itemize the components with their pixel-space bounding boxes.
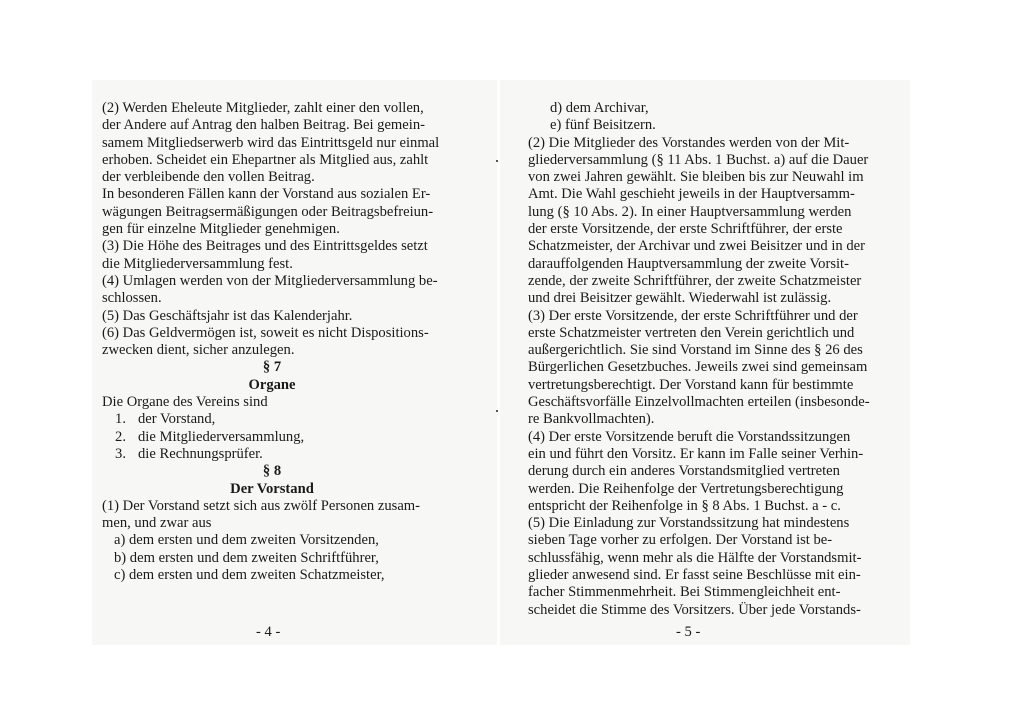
- text-line: erste Schatzmeister vertreten den Verein gerichtlich und: [528, 324, 855, 341]
- text-line: gliederversammlung (§ 11 Abs. 1 Buchst. a) auf die Dauer: [528, 151, 869, 168]
- list-item: c) dem ersten und dem zweiten Schatzmeister,: [114, 567, 385, 584]
- text-line: scheidet die Stimme des Vorsitzers. Über jede Vorstands-: [528, 601, 861, 618]
- text-line: (4) Umlagen werden von der Mitgliederversammlung be-: [102, 272, 438, 289]
- list-item: d) dem Archivar,: [550, 100, 649, 116]
- section-intro: Die Organe des Vereins sind: [102, 394, 268, 411]
- text-line: zende, der zweite Schriftführer, der zweite Schatzmeister: [528, 272, 862, 289]
- text-line: (2) Werden Eheleute Mitglieder, zahlt einer den vollen,: [102, 100, 424, 116]
- text-line: außergerichtlich. Sie sind Vorstand im Sinne des § 26 des: [528, 342, 863, 359]
- text-line: (3) Der erste Vorsitzende, der erste Schriftführer und der: [528, 307, 858, 324]
- text-line: schlossen.: [102, 290, 162, 307]
- text-line: von zwei Jahren gewählt. Sie bleiben bis zur Neuwahl im: [528, 169, 864, 186]
- text-line: (6) Das Geldvermögen ist, soweit es nicht Dispositions-: [102, 324, 429, 341]
- list-number: 3.: [115, 445, 126, 462]
- section-number: § 8: [262, 463, 282, 480]
- text-line: lung (§ 10 Abs. 2). In einer Hauptversammlung werden: [528, 203, 852, 220]
- page-number-left: - 4 -: [256, 624, 281, 640]
- list-text: der Vorstand,: [138, 411, 216, 428]
- organs-list: [102, 411, 442, 463]
- list-item: [102, 411, 442, 428]
- spine-mark: [496, 160, 498, 162]
- text-line: (5) Das Geschäftsjahr ist das Kalenderjahr.: [102, 307, 353, 324]
- list-number: 2.: [115, 428, 126, 445]
- text-line: schlussfähig, wenn mehr als die Hälfte der Vorstandsmit-: [528, 549, 862, 566]
- section-number: § 7: [262, 359, 282, 376]
- list-text: die Mitgliederversammlung,: [138, 428, 305, 445]
- text-line: wägungen Beitragsermäßigungen oder Beitragsbefreiun-: [102, 203, 434, 220]
- list-text: die Rechnungsprüfer.: [138, 445, 263, 462]
- list-item: b) dem ersten und dem zweiten Schriftführer,: [114, 549, 379, 566]
- text-line: facher Stimmenmehrheit. Bei Stimmengleichheit ent-: [528, 584, 841, 601]
- spine-mark: [496, 410, 498, 412]
- text-line: zwecken dient, sicher anzulegen.: [102, 342, 295, 359]
- text-line: Bürgerlichen Gesetzbuches. Jeweils zwei sind gemeinsam: [528, 359, 868, 376]
- text-line: (4) Der erste Vorsitzende beruft die Vorstandssitzungen: [528, 428, 851, 445]
- text-line: entspricht der Reihenfolge in § 8 Abs. 1 Buchst. a - c.: [528, 497, 841, 514]
- list-item: e) fünf Beisitzern.: [550, 117, 656, 134]
- text-line: erhoben. Scheidet ein Ehepartner als Mitglied aus, zahlt: [102, 151, 429, 168]
- text-line: der erste Vorsitzende, der erste Schriftführer, der erste: [528, 221, 843, 238]
- section-title: Organe: [248, 376, 296, 393]
- text-line: werden. Die Reihenfolge der Vertretungsberechtigung: [528, 480, 844, 497]
- text-line: die Mitgliederversammlung fest.: [102, 255, 293, 272]
- text-line: In besonderen Fällen kann der Vorstand aus sozialen Er-: [102, 186, 431, 203]
- left-page-text: [102, 100, 442, 584]
- text-line: Geschäftsvorfälle Einzelvollmachten erteilen (insbesonde-: [528, 394, 870, 411]
- list-number: 1.: [115, 411, 126, 428]
- text-line: (5) Die Einladung zur Vorstandssitzung hat mindestens: [528, 515, 850, 532]
- list-item: [102, 429, 442, 446]
- text-line: re Bankvollmachten).: [528, 411, 655, 428]
- text-line: (1) Der Vorstand setzt sich aus zwölf Personen zusam-: [102, 497, 421, 514]
- text-line: derung durch ein anderes Vorstandsmitglied vertreten: [528, 463, 840, 480]
- right-page-text: [528, 100, 878, 619]
- text-line: men, und zwar aus: [102, 515, 212, 532]
- text-line: samem Mitgliedserwerb wird das Eintrittsgeld nur einmal: [102, 134, 440, 151]
- text-line: Amt. Die Wahl geschieht jeweils in der Hauptversamm-: [528, 186, 855, 203]
- list-item: [102, 446, 442, 463]
- section-title: Der Vorstand: [230, 480, 314, 497]
- page-number-right: - 5 -: [676, 624, 701, 640]
- text-line: (3) Die Höhe des Beitrages und des Eintrittsgeldes setzt: [102, 238, 428, 255]
- text-line: gen für einzelne Mitglieder genehmigen.: [102, 221, 340, 238]
- text-line: (2) Die Mitglieder des Vorstandes werden von der Mit-: [528, 134, 850, 151]
- text-line: darauffolgenden Hauptversammlung der zweite Vorsit-: [528, 255, 849, 272]
- text-line: Schatzmeister, der Archivar und zwei Beisitzer und in der: [528, 238, 865, 255]
- paragraph-block: [102, 100, 442, 359]
- text-line: glieder anwesend sind. Er fasst seine Beschlüsse mit ein-: [528, 567, 861, 584]
- text-line: der verbleibende den vollen Beitrag.: [102, 169, 315, 186]
- text-line: vertretungsberechtigt. Der Vorstand kann für bestimmte: [528, 376, 854, 393]
- text-line: sieben Tage vorher zu erfolgen. Der Vorstand ist be-: [528, 532, 833, 549]
- list-item: a) dem ersten und dem zweiten Vorsitzenden,: [114, 532, 379, 549]
- text-line: ein und führt den Vorsitz. Er kann im Falle seiner Verhin-: [528, 445, 864, 462]
- text-line: der Andere auf Antrag den halben Beitrag. Bei gemein-: [102, 117, 425, 134]
- text-line: und drei Beisitzer gewählt. Wiederwahl ist zulässig.: [528, 290, 832, 307]
